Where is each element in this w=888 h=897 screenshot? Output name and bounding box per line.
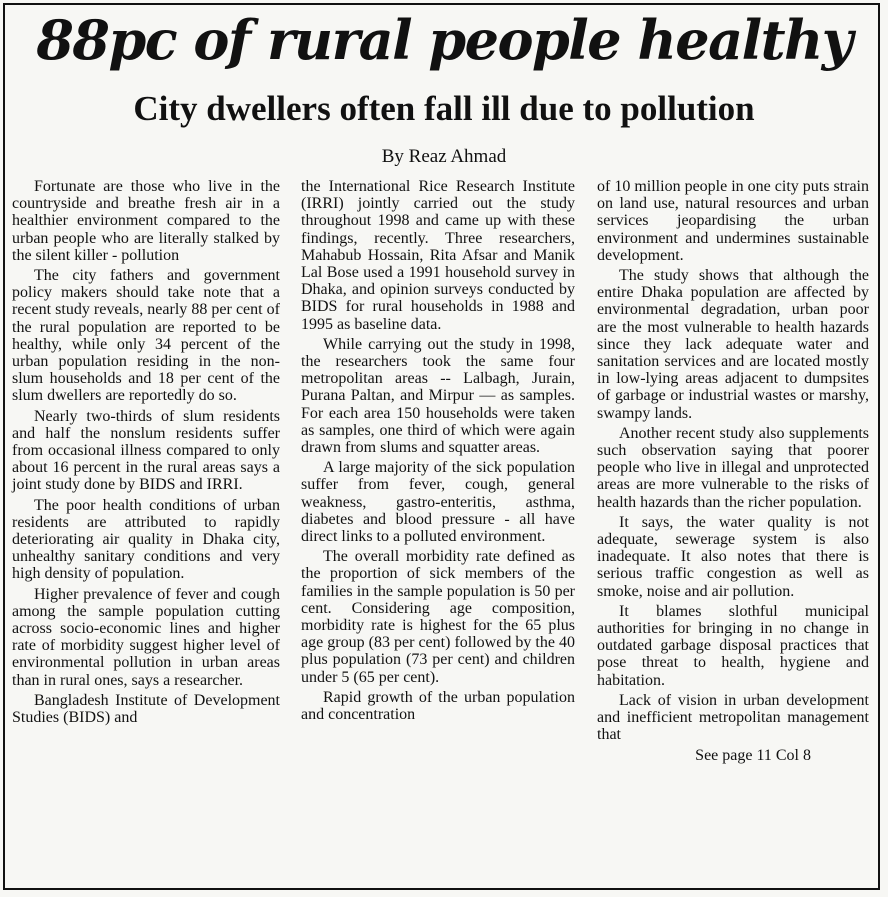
paragraph: The city fathers and government policy makers should take note that a recent study reveals, nearly 88 per cent of the rural population are reported to be healthy, while only 34 percent of the urban population residing in the non-slum households and 18 per cent of the slum dwellers are reportedly do so. [12, 267, 280, 405]
paragraph: The poor health conditions of urban residents are attributed to rapidly deteriorating air quality in Dhaka city, unhealthy sanitary conditions and very high density of population. [12, 496, 280, 583]
paragraph: It says, the water quality is not adequate, sewerage system is also inadequate. It also notes that there is serious traffic congestion as well as smoke, noise and air pollution. [597, 513, 869, 600]
paragraph: Rapid growth of the urban population and concentration [301, 688, 575, 724]
article-column-2 [301, 178, 575, 726]
continuation-note: See page 11 Col 8 [695, 746, 811, 764]
paragraph: Another recent study also supplements such observation saying that poorer people who live in illegal and unprotected areas are more vulnerable to the risks of health hazards than the richer population. [597, 424, 869, 511]
paragraph: of 10 million people in one city puts strain on land use, natural resources and urban services jeopardising the urban environment and undermines sustainable development. [597, 178, 869, 264]
paragraph: Fortunate are those who live in the countryside and breathe fresh air in a healthier environment compared to the urban people who are literally stalked by the silent killer - pollution [12, 178, 280, 264]
paragraph: The overall morbidity rate defined as the proportion of sick members of the families in the sample population is 50 per cent. Considering age composition, morbidity rate is highest for the 65 plus age group (83 per cent) followed by the 40 plus population (73 per cent) and children under 5 (65 per cent). [301, 548, 575, 686]
paragraph: Higher prevalence of fever and cough among the sample population cutting across socio-economic lines and higher rate of morbidity suggest higher level of environmental pollution in urban areas than in rural ones, says a researcher. [12, 585, 280, 689]
article-column-3 [597, 178, 869, 764]
paragraph: While carrying out the study in 1998, the researchers took the same four metropolitan areas -- Lalbagh, Jurain, Purana Paltan, and Mirpur — as samples. For each area 150 households were taken as samples, one third of which were again drawn from slums and squatter areas. [301, 335, 575, 457]
article-column-1 [12, 178, 280, 729]
paragraph: The study shows that although the entire Dhaka population are affected by environmental degradation, urban poor are the most vulnerable to health hazards since they lack adequate water and sanitation services and are located mostly in low-lying areas adjacent to dumpsites of garbage or industrial wastes or marshy, swampy lands. [597, 267, 869, 422]
paragraph: It blames slothful municipal authorities for bringing in no change in outdated garbage disposal practices that pose threat to health, hygiene and habitation. [597, 602, 869, 689]
paragraph: Bangladesh Institute of Development Studies (BIDS) and [12, 691, 280, 727]
paragraph: Lack of vision in urban development and inefficient metropolitan management that [597, 691, 869, 744]
headline: 88pc of rural people healthy [36, 8, 852, 72]
paragraph: the International Rice Research Institute (IRRI) jointly carried out the study throughout 1998 and came up with these findings, recently. Three researchers, Mahabub Hossain, Rita Afsar and Manik Lal Bose used a 1991 household survey in Dhaka, and opinion surveys conducted by BIDS for rural households in 1988 and 1995 as baseline data. [301, 178, 575, 333]
paragraph: Nearly two-thirds of slum residents and half the nonslum residents suffer from occasional illness compared to only about 16 percent in the rural areas says a joint study done by BIDS and IRRI. [12, 407, 280, 494]
subheadline: City dwellers often fall ill due to pollution [133, 89, 755, 128]
byline: By Reaz Ahmad [381, 146, 507, 167]
paragraph: A large majority of the sick population suffer from fever, cough, general weakness, gastro-enteritis, asthma, diabetes and blood pressure - all have direct links to a polluted environment. [301, 459, 575, 546]
